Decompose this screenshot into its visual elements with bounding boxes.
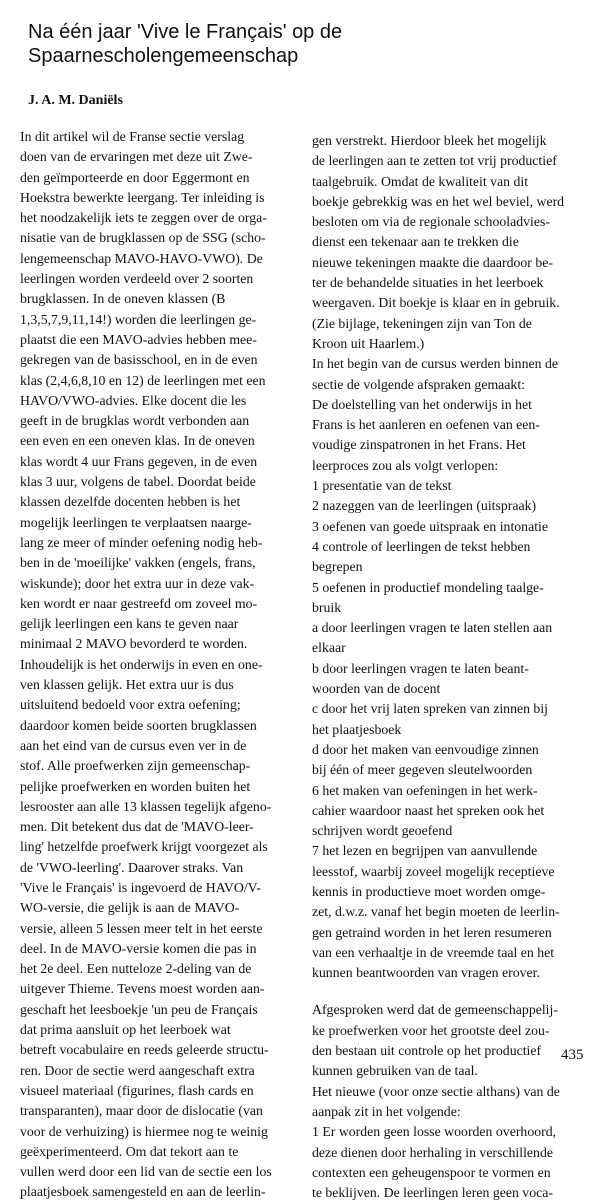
text-line: bruik <box>312 599 342 615</box>
text-line: 6 het maken van oefeningen in het werk- <box>312 782 538 798</box>
text-line: klassen dezelfde docenten hebben is het <box>20 494 241 510</box>
text-line: het 2e deel. Een nutteloze 2-deling van de <box>20 961 252 977</box>
article-title-line-1: Na één jaar 'Vive le Français' op de <box>28 21 343 43</box>
text-line: van een verhaaltje in de vreemde taal en het <box>312 944 555 960</box>
text-line: uitgever Thieme. Tevens moest worden aan- <box>20 981 265 997</box>
text-line: gen verstrekt. Hierdoor bleek het mogelijk <box>312 133 547 148</box>
text-line: d door het maken van eenvoudige zinnen <box>312 741 539 757</box>
text-line: In dit artikel wil de Franse sectie verslag <box>20 129 245 144</box>
text-line: weergaven. Dit boekje is klaar en in gebruik. <box>312 295 560 311</box>
text-line: mogelijk leerlingen te verplaatsen naarge- <box>20 514 252 530</box>
text-line: b door leerlingen vragen te laten beant- <box>312 660 529 676</box>
text-line: stof. Alle proefwerken zijn gemeenschap- <box>20 758 251 774</box>
text-line: het plaatjesboek <box>312 721 402 737</box>
text-line: ven klassen gelijk. Het extra uur is dus <box>20 677 234 693</box>
left-text-column <box>20 127 312 1203</box>
text-line: kennis in productieve moet worden omge- <box>312 883 546 899</box>
author-name: J. A. M. Daniëls <box>28 93 123 108</box>
text-line: 1 presentatie van de tekst <box>312 478 452 494</box>
text-line: leesstof, waarbij zoveel mogelijk receptieve <box>312 863 555 879</box>
text-line: ter de behandelde situaties in het leerboek <box>312 275 544 291</box>
text-line: doen van de ervaringen met deze uit Zwe- <box>20 149 253 165</box>
text-line: klas 3 uur, volgens de tabel. Doordat beide <box>20 474 256 490</box>
right-column-paragraphs-2 <box>312 1000 592 1203</box>
text-line: minimaal 2 MAVO bevorderd te worden. <box>20 636 248 652</box>
text-line: Afgesproken werd dat de gemeenschappelij- <box>312 1002 558 1018</box>
text-line: bij één of meer gegeven sleutelwoorden <box>312 762 533 778</box>
text-line: boekje gebrekkig was en het wel beviel, werd <box>312 193 565 209</box>
text-line: ken wordt er naar gestreefd om zoveel mo- <box>20 595 258 611</box>
text-line: leerlingen worden verdeeld over 2 soorten <box>20 271 254 287</box>
text-line: WO-versie, die gelijk is aan de MAVO- <box>20 900 240 916</box>
text-line: HAVO/VWO-advies. Elke docent die les <box>20 392 247 408</box>
text-line: geeft in de brugklas wordt verbonden aan <box>20 413 250 429</box>
text-line: Hoekstra bewerkte leergang. Ter inleiding is <box>20 189 265 205</box>
text-line: (Zie bijlage, tekeningen zijn van Ton de <box>312 315 532 331</box>
text-line: ben in de 'moeilijke' vakken (engels, frans, <box>20 555 256 571</box>
text-line: aanpak zit in het volgende: <box>312 1103 461 1119</box>
text-line: betreft vocabulaire en reeds geleerde structu- <box>20 1042 269 1058</box>
text-line: te beklijven. De leerlingen leren geen voca- <box>312 1185 553 1201</box>
text-line: ke proefwerken voor het grootste deel zou- <box>312 1022 550 1038</box>
text-line: In het begin van de cursus werden binnen de <box>312 356 558 372</box>
right-text-column <box>312 131 592 1203</box>
text-line: klas wordt 4 uur Frans gegeven, in de even <box>20 453 258 469</box>
text-line: cahier waardoor naast het spreken ook het <box>312 802 545 818</box>
text-line: geëxperimenteerd. Om dat tekort aan te <box>20 1143 239 1159</box>
text-line: dat prima aansluit op het leerboek wat <box>20 1022 231 1038</box>
text-line: gen getraind worden in het leren resumeren <box>312 924 552 940</box>
text-line: transparanten), maar door de dislocatie (van <box>20 1103 263 1119</box>
text-line: lengemeenschap MAVO-HAVO-VWO). De <box>20 250 263 266</box>
text-line: lesrooster aan alle 13 klassen tegelijk afgeno- <box>20 798 272 814</box>
text-line: gelijk leerlingen een kans te geven naar <box>20 616 239 632</box>
text-line: Inhoudelijk is het onderwijs in even en one- <box>20 656 263 672</box>
text-line: vullen werd door een lid van de sectie een los <box>20 1164 272 1180</box>
text-line: kunnen beantwoorden van vragen erover. <box>312 965 540 981</box>
text-line: daardoor komen beide soorten brugklassen <box>20 717 257 733</box>
text-line: kunnen gebruiken van de taal. <box>312 1063 478 1079</box>
text-line: de leerlingen aan te zetten tot vrij productief <box>312 153 557 169</box>
right-column-paragraphs-1 <box>312 131 592 983</box>
article-title <box>28 20 588 68</box>
text-line: den geïmporteerde en door Eggermont en <box>20 169 250 185</box>
text-line: aan het eind van de cursus even ver in de <box>20 737 247 753</box>
text-line: 1 Er worden geen losse woorden overhoord, <box>312 1124 557 1140</box>
text-line: deel. In de MAVO-versie komen die pas in <box>20 940 257 956</box>
text-line: uitsluitend bedoeld voor extra oefening; <box>20 697 241 713</box>
text-line: De doelstelling van het onderwijs in het <box>312 396 532 412</box>
paragraph-gap <box>312 983 592 1000</box>
text-line: contexten een geheugenspoor te vormen en <box>312 1164 551 1180</box>
text-line: nisatie van de brugklassen op de SSG (scho- <box>20 230 266 246</box>
text-line: 'Vive le Français' is ingevoerd de HAVO/V- <box>20 879 261 895</box>
text-line: brugklassen. In de oneven klassen (B <box>20 291 226 307</box>
text-line: leerproces zou als volgt verlopen: <box>312 457 499 473</box>
text-line: dienst een tekenaar aan te trekken die <box>312 234 519 250</box>
text-line: klas (2,4,6,8,10 en 12) de leerlingen met een <box>20 372 266 388</box>
text-line: de 'VWO-leerling'. Daarover straks. Van <box>20 859 244 875</box>
text-line: 4 controle of leerlingen de tekst hebben <box>312 538 531 554</box>
text-line: den bestaan uit controle op het productief <box>312 1043 542 1059</box>
text-line: voudige zinspatronen in het Frans. Het <box>312 437 526 453</box>
text-line: begrepen <box>312 559 363 575</box>
text-line: pelijke proefwerken en worden buiten het <box>20 778 251 794</box>
text-line: het noodzakelijk iets te zeggen over de orga- <box>20 210 267 226</box>
text-line: deze dienen door herhaling in verschillende <box>312 1144 553 1160</box>
text-line: zet, d.w.z. vanaf het begin moeten de leerlin- <box>312 904 560 920</box>
text-line: visueel materiaal (figurines, flash cards en <box>20 1082 254 1098</box>
text-line: men. Dit betekent dus dat de 'MAVO-leer- <box>20 819 254 835</box>
text-line: lang ze meer of minder oefening nodig heb- <box>20 534 263 550</box>
text-line: Het nieuwe (voor onze sectie althans) van de <box>312 1083 560 1099</box>
article-title-line-2: Spaarnescholengemeenschap <box>28 45 299 67</box>
text-line: 5 oefenen in productief mondeling taalge- <box>312 579 544 595</box>
text-line: a door leerlingen vragen te laten stellen aan <box>312 620 553 636</box>
text-line: Kroon uit Haarlem.) <box>312 335 425 351</box>
text-line: ling' hetzelfde proefwerk krijgt voorgezet als <box>20 839 268 855</box>
page-number: 435 <box>561 1047 584 1063</box>
text-line: elkaar <box>312 640 346 656</box>
text-line: sectie de volgende afspraken gemaakt: <box>312 376 525 392</box>
text-line: 7 het lezen en begrijpen van aanvullende <box>312 843 538 859</box>
text-line: geschaft het leesboekje 'un peu de Français <box>20 1001 258 1017</box>
text-line: taalgebruik. Omdat de kwaliteit van dit <box>312 173 529 189</box>
text-line: ren. Door de sectie werd aangeschaft extra <box>20 1062 255 1078</box>
text-line: c door het vrij laten spreken van zinnen bij <box>312 701 549 717</box>
text-line: een even en een oneven klas. In de oneven <box>20 433 255 449</box>
text-line: Frans is het aanleren en oefenen van een- <box>312 417 540 433</box>
text-line: schrijven wordt geoefend <box>312 823 453 839</box>
text-line: nieuwe tekeningen maakte die daardoor be- <box>312 254 553 270</box>
text-line: wiskunde); door het extra uur in deze vak- <box>20 575 255 591</box>
text-line: gekregen van de basisschool, en in de even <box>20 352 258 368</box>
text-line: 1,3,5,7,9,11,14!) worden die leerlingen ge- <box>20 311 257 327</box>
text-line: besloten om via de regionale schooladvies- <box>312 214 550 230</box>
text-line: 2 nazeggen van de leerlingen (uitspraak) <box>312 498 537 514</box>
text-line: woorden van de docent <box>312 681 441 697</box>
text-line: voor de verhuizing) is hiermee nog te weinig <box>20 1123 268 1139</box>
text-line: versie, alleen 5 lessen meer telt in het eerste <box>20 920 263 936</box>
text-line: plaatjesboek samengesteld en aan de leerlin- <box>20 1184 266 1200</box>
text-line: plaatst die een MAVO-advies hebben mee- <box>20 331 257 347</box>
text-line: 3 oefenen van goede uitspraak en intonatie <box>312 518 548 534</box>
